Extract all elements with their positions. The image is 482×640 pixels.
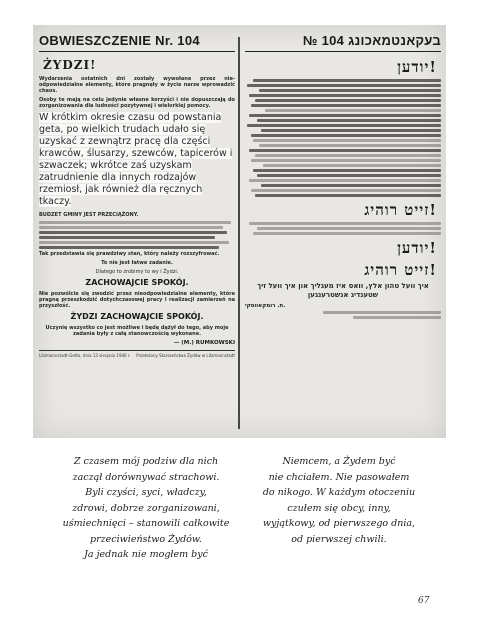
caption-right-line: wyjątkowy, od pierwszego dnia, xyxy=(262,518,416,529)
yiddish-slogan-2: !זייט רוהיג xyxy=(364,261,437,279)
yiddish-body-text-block-2 xyxy=(245,222,441,235)
yiddish-body-text-block-1 xyxy=(245,79,441,197)
caption-right xyxy=(239,454,439,547)
polish-slogan: ZACHOWAJCIE SPOKÓJ. xyxy=(85,278,189,287)
caption-left xyxy=(46,454,246,563)
polish-signature: — (M.) RUMKOWSKI xyxy=(173,340,235,346)
page-number: 67 xyxy=(418,596,430,606)
polish-body-text-block xyxy=(39,221,235,249)
caption-left-line: zdrowi, dobrze zorganizowani, xyxy=(72,502,220,514)
polish-footer-right: Przełożony Starszeństwa Żydów w Litzmannstadt xyxy=(136,353,235,358)
archival-poster-scan xyxy=(33,25,446,438)
caption-right-line: nie chciałem. Nie pasowałem xyxy=(268,471,410,483)
polish-footer-left: Litzmannstadt-Getto, dnia 13 sierpnia 1940 r. xyxy=(39,353,131,358)
overlay-handwritten-translation xyxy=(39,112,235,208)
polish-notice-state: Tak przedstawia się prawdziwy stan, który należy rozszyfrować. xyxy=(39,251,220,257)
yiddish-signature: .ח. רומקאווסקי xyxy=(245,303,286,309)
yiddish-headline-2: !יודען xyxy=(397,239,437,257)
polish-para2: Osoby te mają na celu jedynie własne korzyści i nie dopuszczają do zorganizowania dla ludności pozytywnej i wielorkiej pomocy. xyxy=(39,97,235,109)
caption-left-line: przeciwieństwo Żydów. xyxy=(90,533,202,545)
caption-left-line: uśmiechnięci – stanowili całkowite xyxy=(62,518,230,529)
polish-intro: Wydarzenia ostatnich dni zostały wywołane przez nie-odpowiedzialne elementy, które pragnęły w życie narze wprowadzić chaos. xyxy=(39,76,235,94)
caption-left-line: Ja jednak nie mogłem być xyxy=(84,549,208,560)
polish-footer xyxy=(39,350,235,358)
overlay-text: W krótkim okresie czasu od powstania geta, po wielkich trudach udało się uzyskać z zewnątrz pracę dla części krawców, ślusarzy, szewców, tapicerów i szwaczek; wkrótce zaś uzyskam zatrudnienie dla innych rodzajów rzemiosł, jak również dla ręcznych tkaczy. xyxy=(39,112,233,207)
polish-announcement-header: OBWIESZCZENIE Nr. 104 xyxy=(39,33,235,52)
polish-closing: Uczynię wszystko co jest możliwe i będę dążył do tego, aby moje zadania były z całą stanowczością wykonane. xyxy=(45,325,229,337)
caption-right-line: czułem się obcy, inny, xyxy=(287,502,391,514)
poster-divider xyxy=(238,37,240,429)
polish-slogan-2: ŻYDZI ZACHOWAJCIE SPOKÓJ. xyxy=(70,312,204,321)
caption-right-line: Niemcem, a Żydem być xyxy=(282,456,396,467)
yiddish-announcement xyxy=(245,33,441,431)
polish-warning: Nie pozwólcie się zwodzić przez nieodpowiedzialne elementy, które pragną przeszkodzić dotychczasowej pracy i realizacji zamierzeń na przyszłość. xyxy=(39,291,235,309)
caption-right-line: do nikogo. W każdym otoczeniu xyxy=(262,487,416,498)
yiddish-closing: איך וועל טהון אלץ, וואס איז מעגליך און איך וועל זיך שטענדיג אנשטרענגען xyxy=(257,282,429,299)
polish-line-b: Dlatego to zrobimy to wy i Żydzi. xyxy=(95,269,179,275)
polish-line-a: To nie jest łatwe zadanie. xyxy=(101,260,173,266)
yiddish-footer-block xyxy=(245,311,441,319)
caption-left-line: zaczął dorównywać strachowi. xyxy=(72,471,220,483)
polish-headline: ŻYDZI! xyxy=(43,58,97,72)
caption-left-line: Byli czyści, syci, władczy, xyxy=(85,487,207,498)
polish-announcement xyxy=(39,33,235,431)
caption-left-line: Z czasem mój podziw dla nich xyxy=(73,456,219,467)
yiddish-mid-slogan: !זייט רוהיג xyxy=(364,201,437,219)
yiddish-headline: !יודען xyxy=(397,58,437,76)
polish-notice-budget: BUDZET GMINY JEST PRZECIĄŻONY. xyxy=(39,212,139,218)
caption-right-line: od pierwszej chwili. xyxy=(291,533,387,545)
yiddish-announcement-header: № 104 בעקאנטמאכונג xyxy=(245,33,441,52)
